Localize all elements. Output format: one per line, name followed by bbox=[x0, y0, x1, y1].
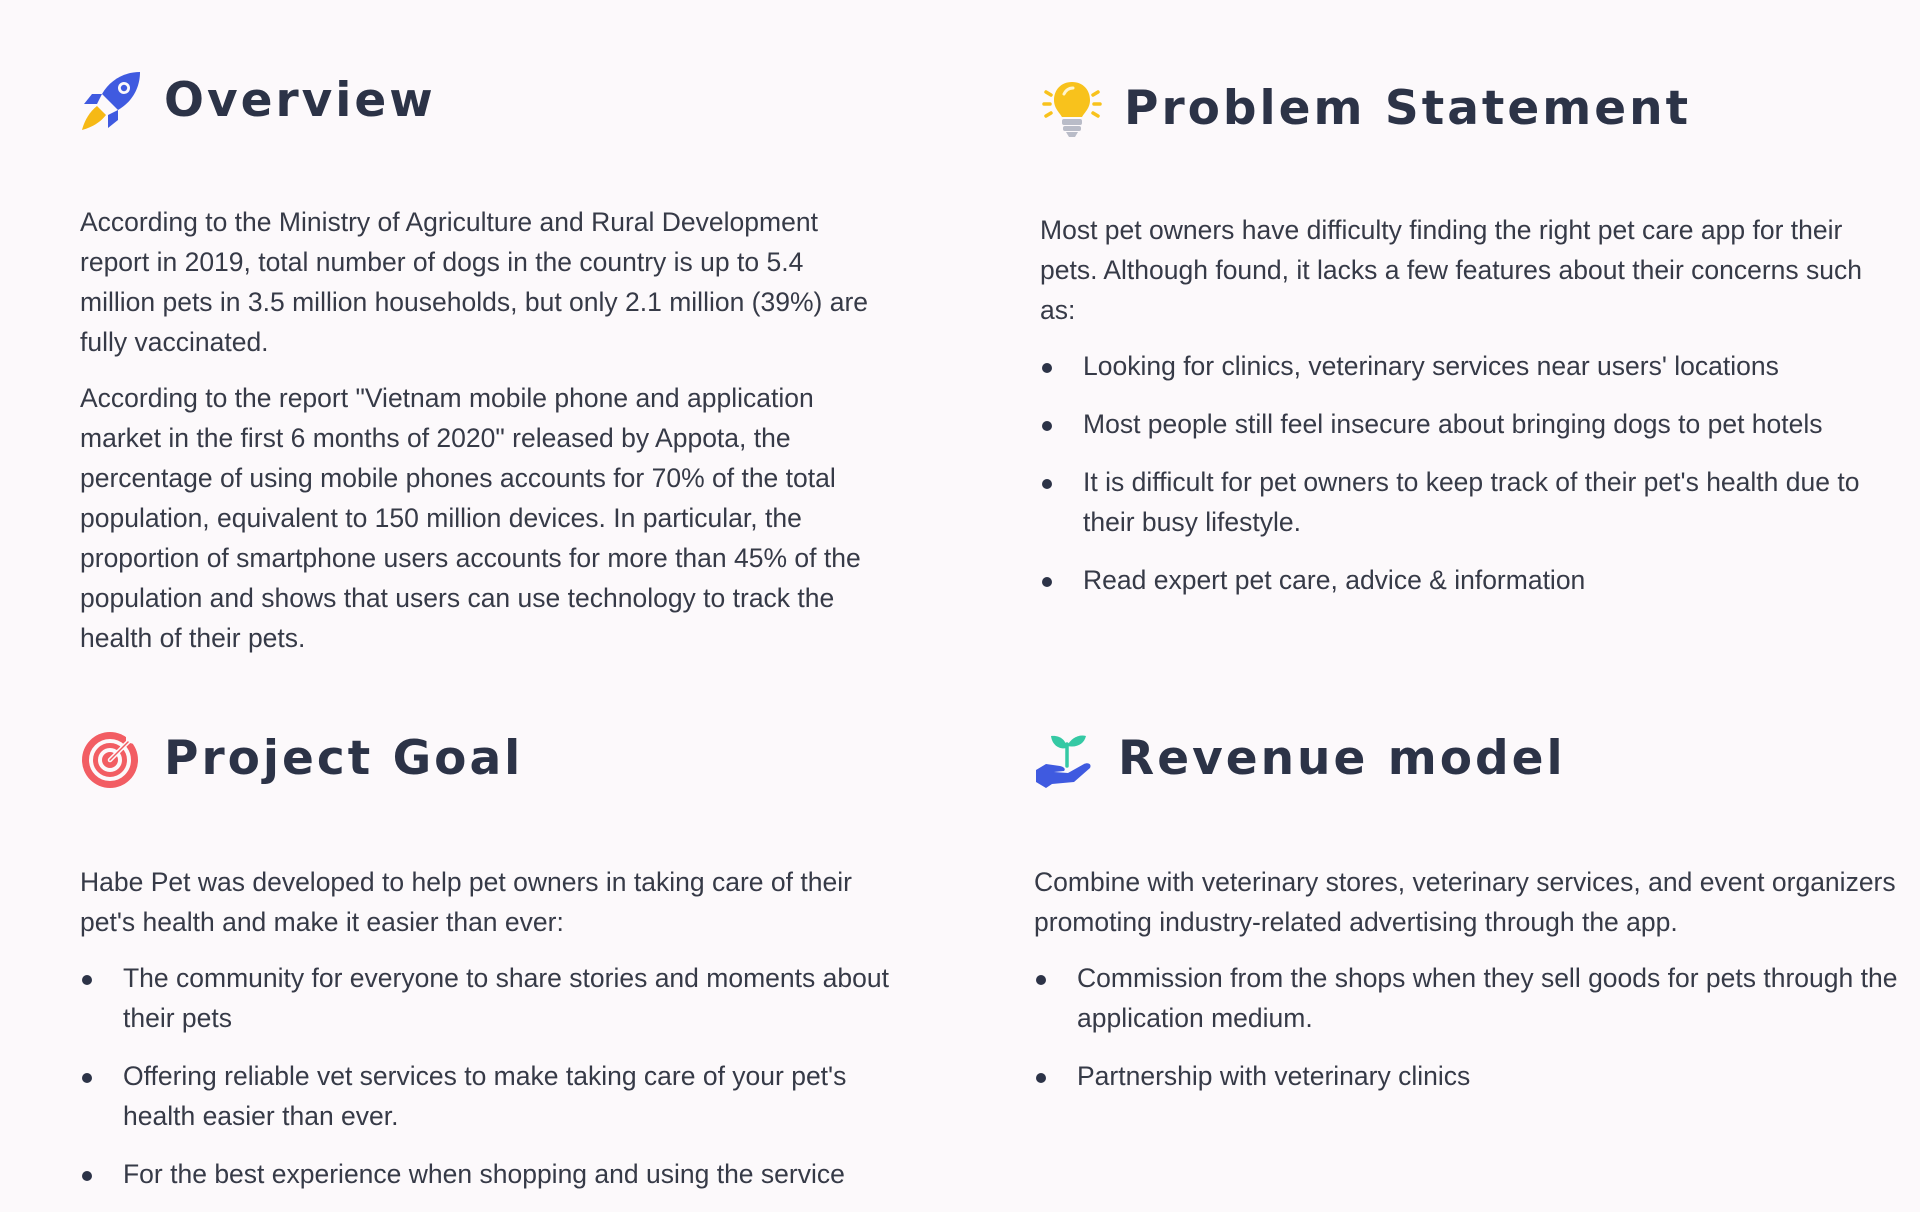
bullet-dot bbox=[1036, 975, 1046, 985]
problem-list-item-text: Looking for clinics, veterinary services near users' locations bbox=[1083, 351, 1779, 381]
overview-title: Overview bbox=[164, 72, 436, 128]
bullet-dot bbox=[1036, 1073, 1046, 1083]
problem-list-item bbox=[1040, 404, 1900, 444]
revenue-body bbox=[1034, 862, 1914, 1096]
revenue-heading bbox=[1034, 718, 1914, 798]
plant-in-hand-icon bbox=[1034, 726, 1098, 790]
overview-body bbox=[80, 202, 880, 658]
revenue-list-item-text: Partnership with veterinary clinics bbox=[1077, 1061, 1471, 1091]
goal-list-item-text: Offering reliable vet services to make taking care of your pet's health easier than ever. bbox=[123, 1061, 847, 1131]
rocket-icon bbox=[80, 68, 144, 132]
goal-list-item bbox=[80, 1154, 900, 1194]
problem-list-item bbox=[1040, 560, 1900, 600]
goal-intro: Habe Pet was developed to help pet owners in taking care of their pet's health and make it easier than ever: bbox=[80, 867, 852, 937]
problem-intro: Most pet owners have difficulty finding the right pet care app for their pets. Although found, it lacks a few features about their concerns such as: bbox=[1040, 215, 1862, 325]
problem-list-item-text: Most people still feel insecure about bringing dogs to pet hotels bbox=[1083, 409, 1823, 439]
problem-title: Problem Statement bbox=[1124, 80, 1692, 136]
overview-section bbox=[80, 60, 880, 674]
problem-section bbox=[1040, 68, 1900, 618]
lightbulb-icon bbox=[1040, 76, 1104, 140]
revenue-section bbox=[1034, 718, 1914, 1114]
revenue-title: Revenue model bbox=[1118, 730, 1566, 786]
problem-list-item-text: Read expert pet care, advice & information bbox=[1083, 565, 1586, 595]
target-icon bbox=[80, 726, 144, 790]
revenue-list-item bbox=[1034, 1056, 1914, 1096]
goal-title: Project Goal bbox=[164, 730, 524, 786]
overview-paragraph-1: According to the Ministry of Agriculture and Rural Development report in 2019, total number of dogs in the country is up to 5.4 million pets in 3.5 million households, but only 2.1 million (39%) are fully vaccinated. bbox=[80, 207, 869, 357]
revenue-list bbox=[1034, 958, 1914, 1096]
revenue-list-item bbox=[1034, 958, 1914, 1038]
bullet-dot bbox=[82, 1073, 92, 1083]
problem-list-item bbox=[1040, 462, 1900, 542]
revenue-list-item-text: Commission from the shops when they sell goods for pets through the application medium. bbox=[1077, 963, 1898, 1033]
goal-body bbox=[80, 862, 900, 1194]
overview-paragraph-2: According to the report "Vietnam mobile phone and application market in the first 6 months of 2020" released by Appota, the percentage of using mobile phones accounts for 70% of the total population, equivalent to 150 million devices. In particular, the proportion of smartphone users accounts for more than 45% of the population and shows that users can use technology to track the health of their pets. bbox=[80, 383, 861, 653]
problem-heading bbox=[1040, 68, 1900, 148]
problem-list bbox=[1040, 346, 1900, 600]
bullet-dot bbox=[1042, 479, 1052, 489]
goal-heading bbox=[80, 718, 900, 798]
goal-list-item bbox=[80, 958, 900, 1038]
goal-list-item-text: For the best experience when shopping and using the service bbox=[123, 1159, 845, 1189]
goal-list bbox=[80, 958, 900, 1194]
problem-list-item-text: It is difficult for pet owners to keep track of their pet's health due to their busy lifestyle. bbox=[1083, 467, 1860, 537]
problem-body bbox=[1040, 210, 1900, 600]
revenue-intro: Combine with veterinary stores, veterinary services, and event organizers promoting industry-related advertising through the app. bbox=[1034, 867, 1896, 937]
bullet-dot bbox=[1042, 577, 1052, 587]
goal-section bbox=[80, 718, 900, 1212]
goal-list-item-text: The community for everyone to share stories and moments about their pets bbox=[123, 963, 889, 1033]
bullet-dot bbox=[1042, 421, 1052, 431]
problem-list-item bbox=[1040, 346, 1900, 386]
bullet-dot bbox=[82, 1171, 92, 1181]
bullet-dot bbox=[1042, 363, 1052, 373]
goal-list-item bbox=[80, 1056, 900, 1136]
overview-heading bbox=[80, 60, 880, 140]
bullet-dot bbox=[82, 975, 92, 985]
